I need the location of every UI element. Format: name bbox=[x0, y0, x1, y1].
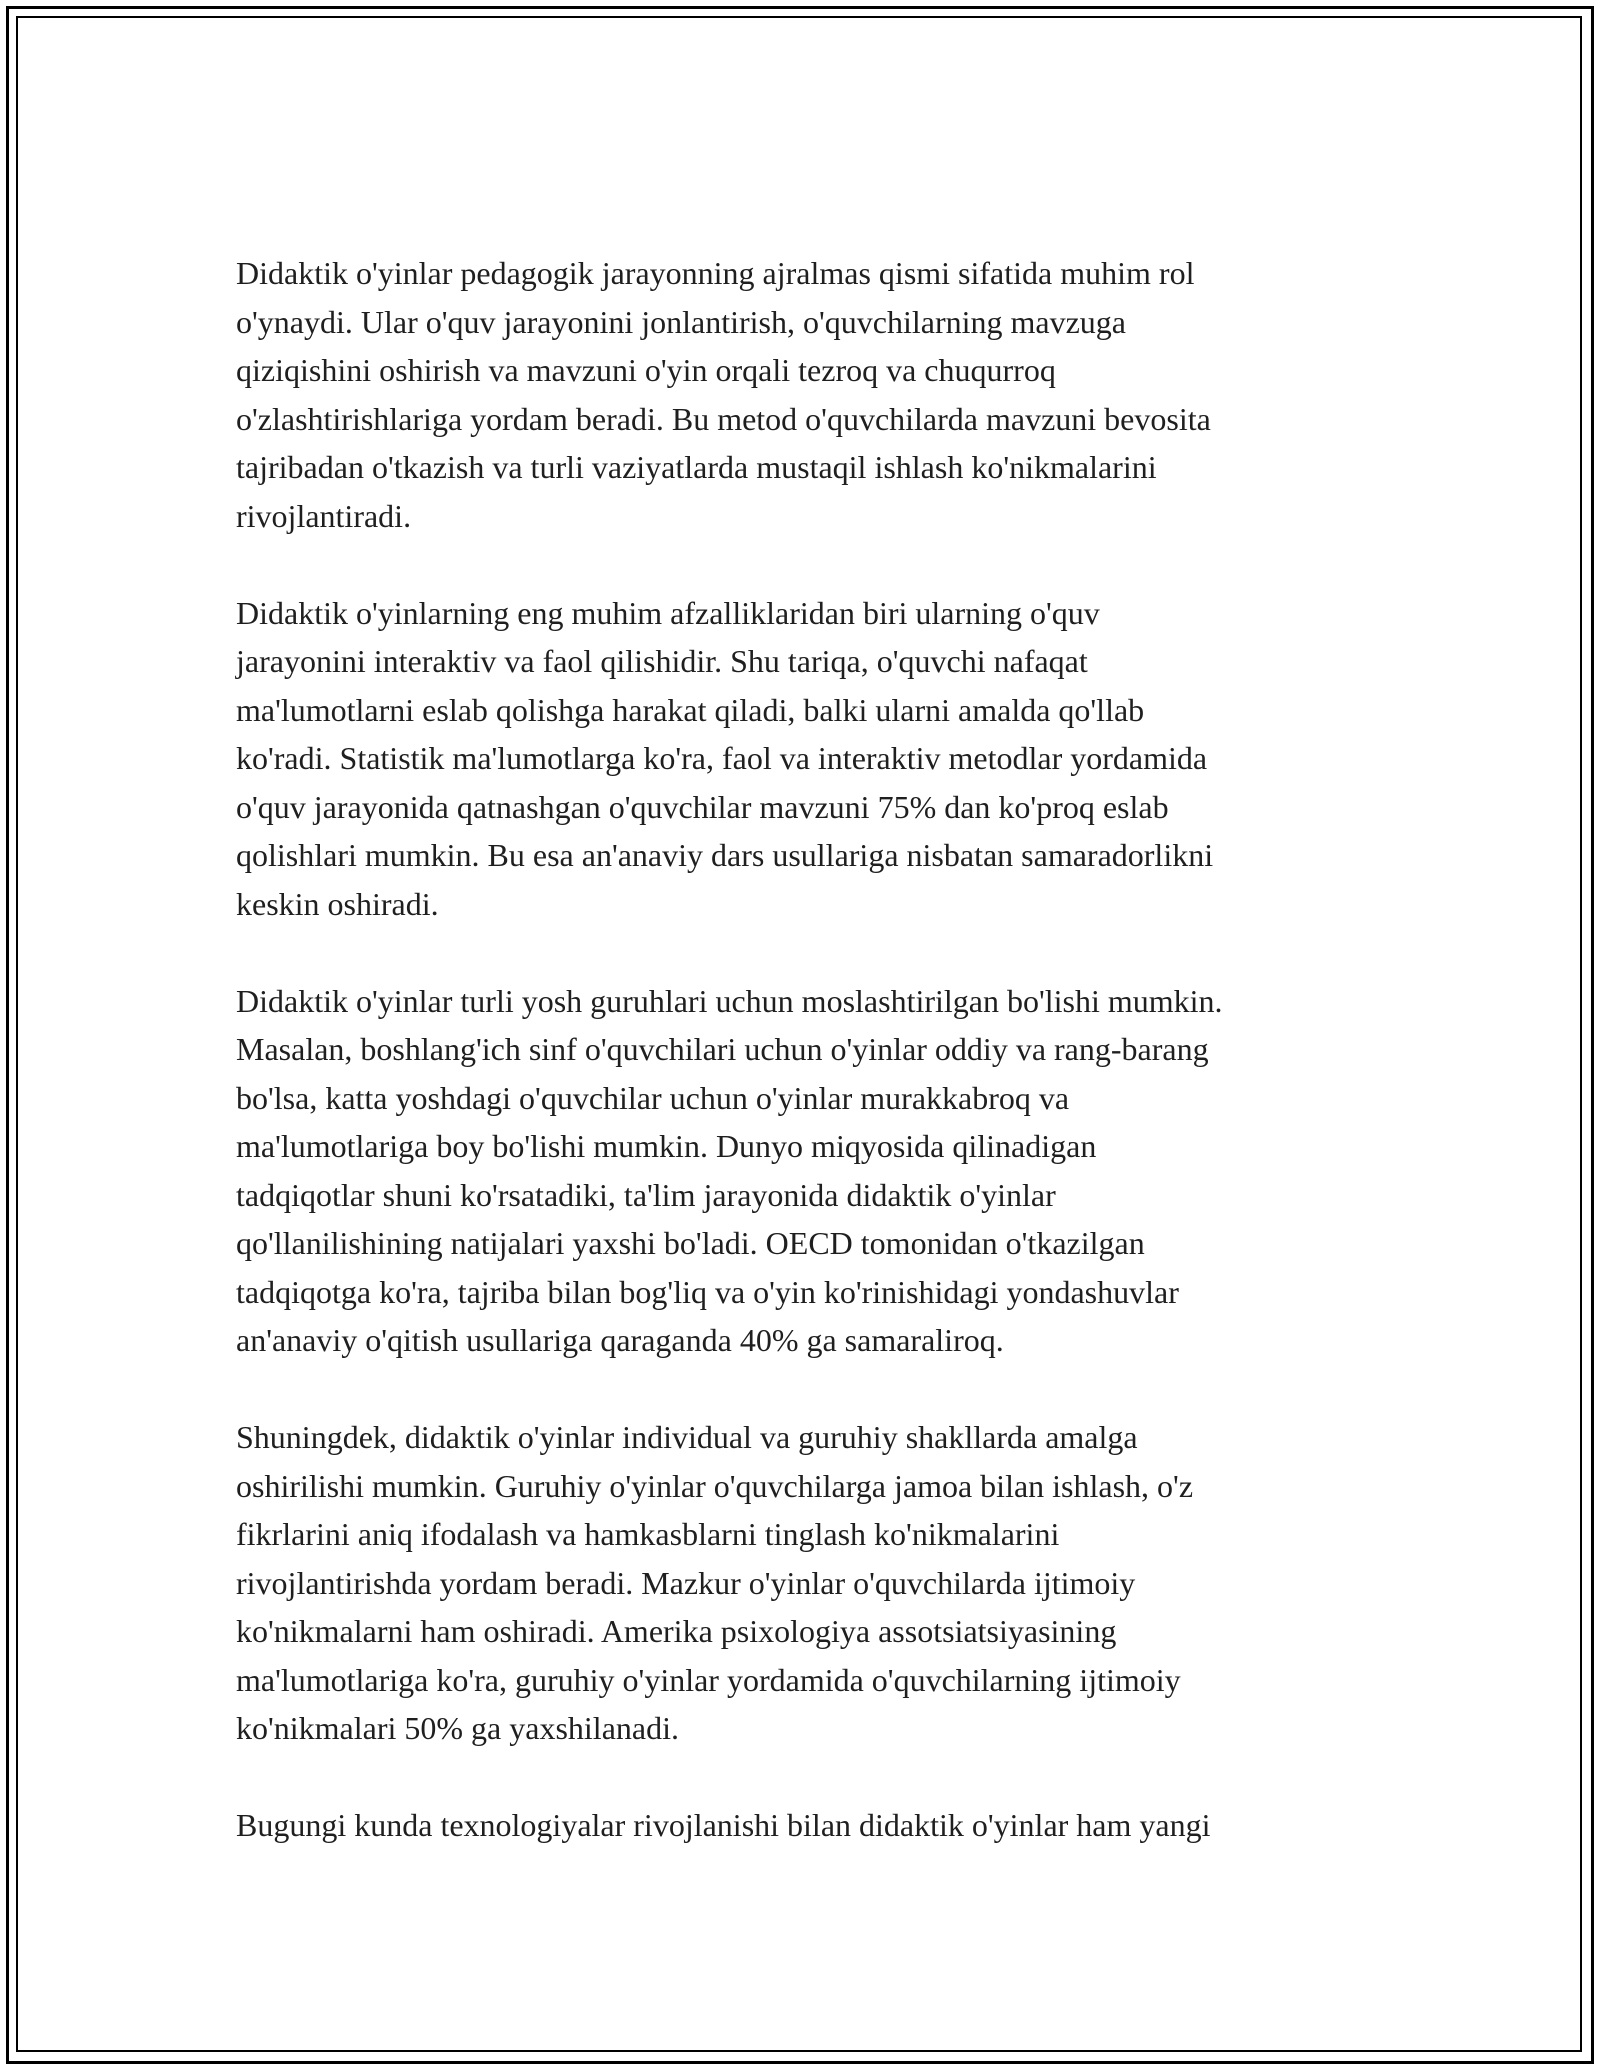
text-line: Didaktik o'yinlar pedagogik jarayonning ajralmas qismi sifatida muhim rol bbox=[236, 255, 1195, 291]
text-line: Bugungi kunda texnologiyalar rivojlanishi bilan didaktik o'yinlar ham yangi bbox=[236, 1807, 1211, 1843]
text-line: rivojlantirishda yordam beradi. Mazkur o'yinlar o'quvchilarda ijtimoiy bbox=[236, 1564, 1136, 1601]
paragraph-5 bbox=[236, 1801, 1364, 1850]
text-line: qiziqishini oshirish va mavzuni o'yin orqali tezroq va chuqurroq bbox=[236, 352, 1056, 388]
text-line: ko'radi. Statistik ma'lumotlarga ko'ra, faol va interaktiv metodlar yordamida bbox=[236, 740, 1208, 776]
text-line: tadqiqotga ko'ra, tajriba bilan bog'liq va o'yin ko'rinishidagi yondashuvlar bbox=[236, 1273, 1179, 1310]
text-line: Didaktik o'yinlar turli yosh guruhlari uchun moslashtirilgan bo'lishi mumkin. bbox=[236, 982, 1223, 1019]
text-line: tadqiqotlar shuni ko'rsatadiki, ta'lim jarayonida didaktik o'yinlar bbox=[236, 1176, 1056, 1213]
text-line: qolishlari mumkin. Bu esa an'anaviy dars usullariga nisbatan samaradorlikni bbox=[236, 837, 1214, 873]
text-line: qo'llanilishining natijalari yaxshi bo'ladi. OECD tomonidan o'tkazilgan bbox=[236, 1225, 1145, 1261]
text-line: o'zlashtirishlariga yordam beradi. Bu metod o'quvchilarda mavzuni bevosita bbox=[236, 400, 1211, 437]
text-line: Masalan, boshlang'ich sinf o'quvchilari uchun o'yinlar oddiy va rang-barang bbox=[236, 1031, 1209, 1067]
text-line: o'quv jarayonida qatnashgan o'quvchilar mavzuni 75% dan ko'proq eslab bbox=[236, 788, 1169, 825]
text-line: ko'nikmalarni ham oshiradi. Amerika psixologiya assotsiatsiyasining bbox=[236, 1613, 1117, 1649]
text-line: ko'nikmalari 50% ga yaxshilanadi. bbox=[236, 1710, 679, 1746]
text-line: bo'lsa, katta yoshdagi o'quvchilar uchun o'yinlar murakkabroq va bbox=[236, 1079, 1070, 1116]
text-line: o'ynaydi. Ular o'quv jarayonini jonlantirish, o'quvchilarning mavzuga bbox=[236, 303, 1126, 340]
text-line: keskin oshiradi. bbox=[236, 885, 439, 922]
text-line: Shuningdek, didaktik o'yinlar individual va guruhiy shakllarda amalga bbox=[236, 1419, 1138, 1455]
text-line: ma'lumotlarni eslab qolishga harakat qiladi, balki ularni amalda qo'llab bbox=[236, 691, 1145, 728]
text-line: ma'lumotlariga boy bo'lishi mumkin. Dunyo miqyosida qilinadigan bbox=[236, 1128, 1097, 1164]
paragraph-4 bbox=[236, 1413, 1364, 1753]
text-line: tajribadan o'tkazish va turli vaziyatlarda mustaqil ishlash ko'nikmalarini bbox=[236, 449, 1157, 485]
text-line: ma'lumotlariga ko'ra, guruhiy o'yinlar yordamida o'quvchilarning ijtimoiy bbox=[236, 1661, 1181, 1698]
paragraph-1 bbox=[236, 249, 1364, 540]
paragraph-3 bbox=[236, 977, 1364, 1365]
text-line: oshirilishi mumkin. Guruhiy o'yinlar o'quvchilarga jamoa bilan ishlash, o'z bbox=[236, 1467, 1194, 1504]
text-line: jarayonini interaktiv va faol qilishidir. Shu tariqa, o'quvchi nafaqat bbox=[236, 643, 1088, 679]
text-line: fikrlarini aniq ifodalash va hamkasblarni tinglash ko'nikmalarini bbox=[236, 1516, 1060, 1552]
text-line: Didaktik o'yinlarning eng muhim afzalliklaridan biri ularning o'quv bbox=[236, 594, 1100, 631]
paragraph-2 bbox=[236, 589, 1364, 929]
text-line: an'anaviy o'qitish usullariga qaraganda 40% ga samaraliroq. bbox=[236, 1322, 1004, 1358]
text-line: rivojlantiradi. bbox=[236, 497, 412, 534]
document-body bbox=[236, 249, 1364, 1898]
